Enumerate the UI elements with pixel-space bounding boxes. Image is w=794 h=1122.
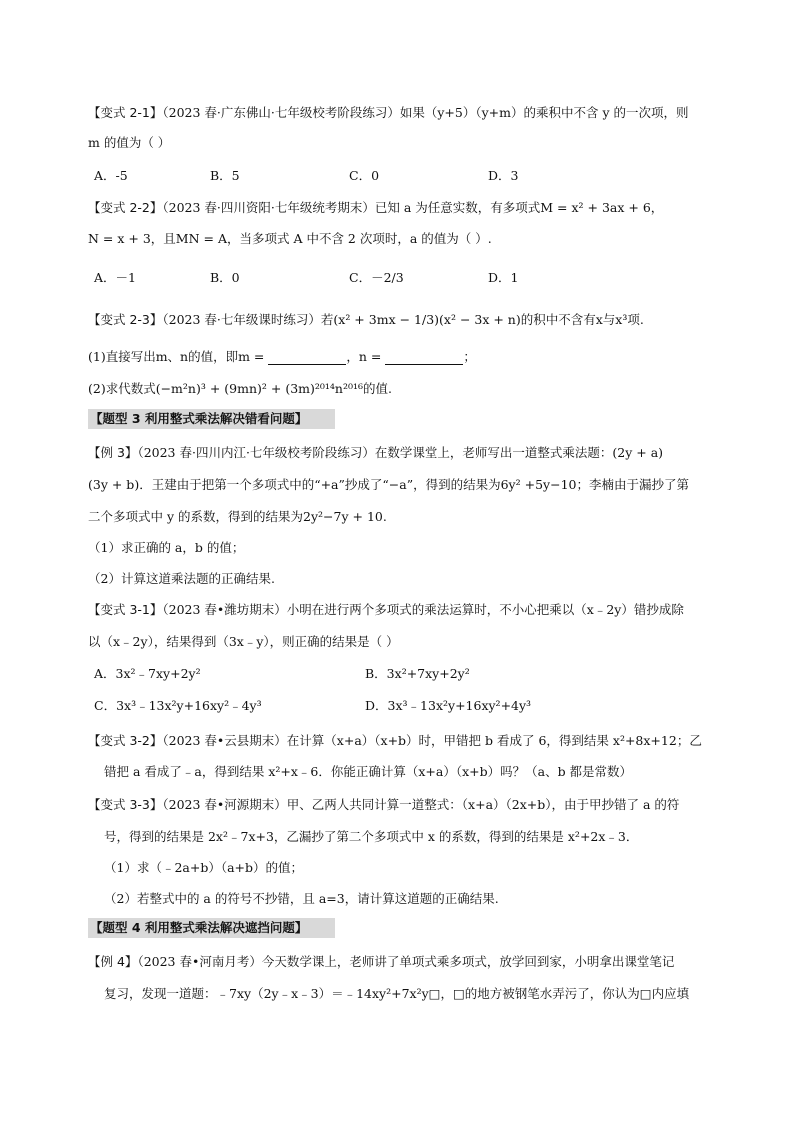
v31-line2: 以（x﹣2y），结果得到（3x﹣y），则正确的结果是（ ）: [88, 634, 399, 649]
v23-q1: [88, 347, 476, 365]
ex4-label: 【例 4】: [88, 954, 138, 969]
ex4-text1: （2023 春•河南月考）今天数学课上，老师讲了单项式乘多项式，放学回到家，小明拿出课堂笔记: [137, 954, 675, 969]
v22-option-c: C．－2/3: [349, 270, 404, 285]
v21-option-a: A．-5: [94, 168, 128, 183]
ex3-line2: (3y + b)．王建由于把第一个多项式中的“+a”抄成了“−a”，得到的结果为6y² +5y−10；李楠由于漏抄了第: [88, 477, 689, 492]
v31-option-d: D．3x³﹣13x²y+16xy²+4y³: [365, 698, 532, 713]
ex3-q2: （2）计算这道乘法题的正确结果.: [88, 571, 275, 586]
v31-text1: （2023 春•潍坊期末）小明在进行两个多项式的乘法运算时，不小心把乘以（x﹣2y）错抄成除: [162, 602, 684, 617]
v21-label: 【变式 2-1】: [88, 105, 163, 120]
v22-label: 【变式 2-2】: [88, 200, 163, 215]
v33-line1: [88, 795, 679, 813]
v32-text1: （2023 春•云县期末）在计算（x+a）（x+b）时，甲错把 b 看成了 6，得到结果 x²+8x+12；乙: [162, 733, 702, 748]
ex3-text1: （2023 春·四川内江·七年级校考阶段练习）在数学课堂上，老师写出一道整式乘法题：(2y + a): [137, 445, 664, 460]
answer-blank-m[interactable]: [268, 352, 346, 365]
v33-q2: （2）若整式中的 a 的符号不抄错，且 a=3，请计算这道题的正确结果.: [104, 891, 499, 906]
v31-option-c: C．3x³﹣13x²y+16xy²﹣4y³: [94, 698, 262, 713]
v23-q2: (2)求代数式(−m²n)³ + (9mn)² + (3m)²⁰¹⁴n²⁰¹⁶的值.: [88, 381, 392, 396]
v22-line1: [88, 198, 663, 216]
v23-line1: [88, 310, 644, 328]
v23-q1-mid: ，n =: [346, 349, 382, 364]
ex3-label: 【例 3】: [88, 445, 138, 460]
v22-option-a: A．－1: [94, 270, 136, 285]
v32-line1: [88, 731, 702, 749]
v31-option-a: A．3x²﹣7xy+2y²: [94, 666, 201, 681]
v31-line1: [88, 600, 684, 618]
v21-option-d: D．3: [488, 168, 519, 183]
v22-line2: N = x + 3，且MN = A，当多项式 A 中不含 2 次项时，a 的值为（ ）.: [88, 231, 492, 246]
ex3-line1: [88, 443, 663, 461]
v31-label: 【变式 3-1】: [88, 602, 163, 617]
v21-option-c: C．0: [349, 168, 380, 183]
v33-label: 【变式 3-3】: [88, 797, 163, 812]
ex4-line1: [88, 952, 674, 970]
v33-text1: （2023 春•河源期末）甲、乙两人共同计算一道整式：（x+a）（2x+b），由于甲抄错了 a 的符: [162, 797, 680, 812]
v31-option-b: B．3x²+7xy+2y²: [365, 666, 470, 681]
section-heading-4: 【题型 4 利用整式乘法解决遮挡问题】: [88, 918, 335, 938]
v23-q1-end: ；: [463, 349, 476, 364]
v21-text1: （2023 春·广东佛山·七年级校考阶段练习）如果（y+5）（y+m）的乘积中不含 y 的一次项，则: [162, 105, 689, 120]
v23-label: 【变式 2-3】: [88, 312, 163, 327]
v32-label: 【变式 3-2】: [88, 733, 163, 748]
v23-text1: （2023 春·七年级课时练习）若(x² + 3mx − 1/3)(x² − 3x + n)的积中不含有x与x³项.: [162, 312, 644, 327]
v33-line2: 号，得到的结果是 2x²﹣7x+3，乙漏抄了第二个多项式中 x 的系数，得到的结果是 x²+2x﹣3．: [104, 829, 639, 844]
answer-blank-n[interactable]: [385, 352, 463, 365]
v21-option-b: B．5: [210, 168, 240, 183]
ex3-q1: （1）求正确的 a，b 的值；: [88, 540, 245, 555]
v33-q1: （1）求（﹣2a+b）（a+b）的值；: [104, 860, 304, 875]
v21-line1: [88, 103, 689, 121]
ex4-line2: 复习，发现一道题：﹣7xy（2y﹣x﹣3）＝﹣14xy²+7x²y□，□的地方被钢笔水弄污了，你认为□内应填: [104, 986, 690, 1001]
v21-line2: m 的值为（ ）: [88, 135, 171, 150]
section-heading-3: 【题型 3 利用整式乘法解决错看问题】: [88, 409, 335, 429]
v23-q1-prefix: (1)直接写出m、n的值，即m =: [88, 349, 265, 364]
v32-line2: 错把 a 看成了﹣a，得到结果 x²+x﹣6．你能正确计算（x+a）（x+b）吗？（a、b 都是常数）: [104, 764, 633, 779]
v22-text1: （2023 春·四川资阳·七年级统考期末）已知 a 为任意实数，有多项式M = x² + 3ax + 6，: [162, 200, 664, 215]
v22-option-b: B．0: [210, 270, 240, 285]
ex3-line3: 二个多项式中 y 的系数，得到的结果为2y²−7y + 10.: [88, 509, 387, 524]
v22-option-d: D．1: [488, 270, 519, 285]
